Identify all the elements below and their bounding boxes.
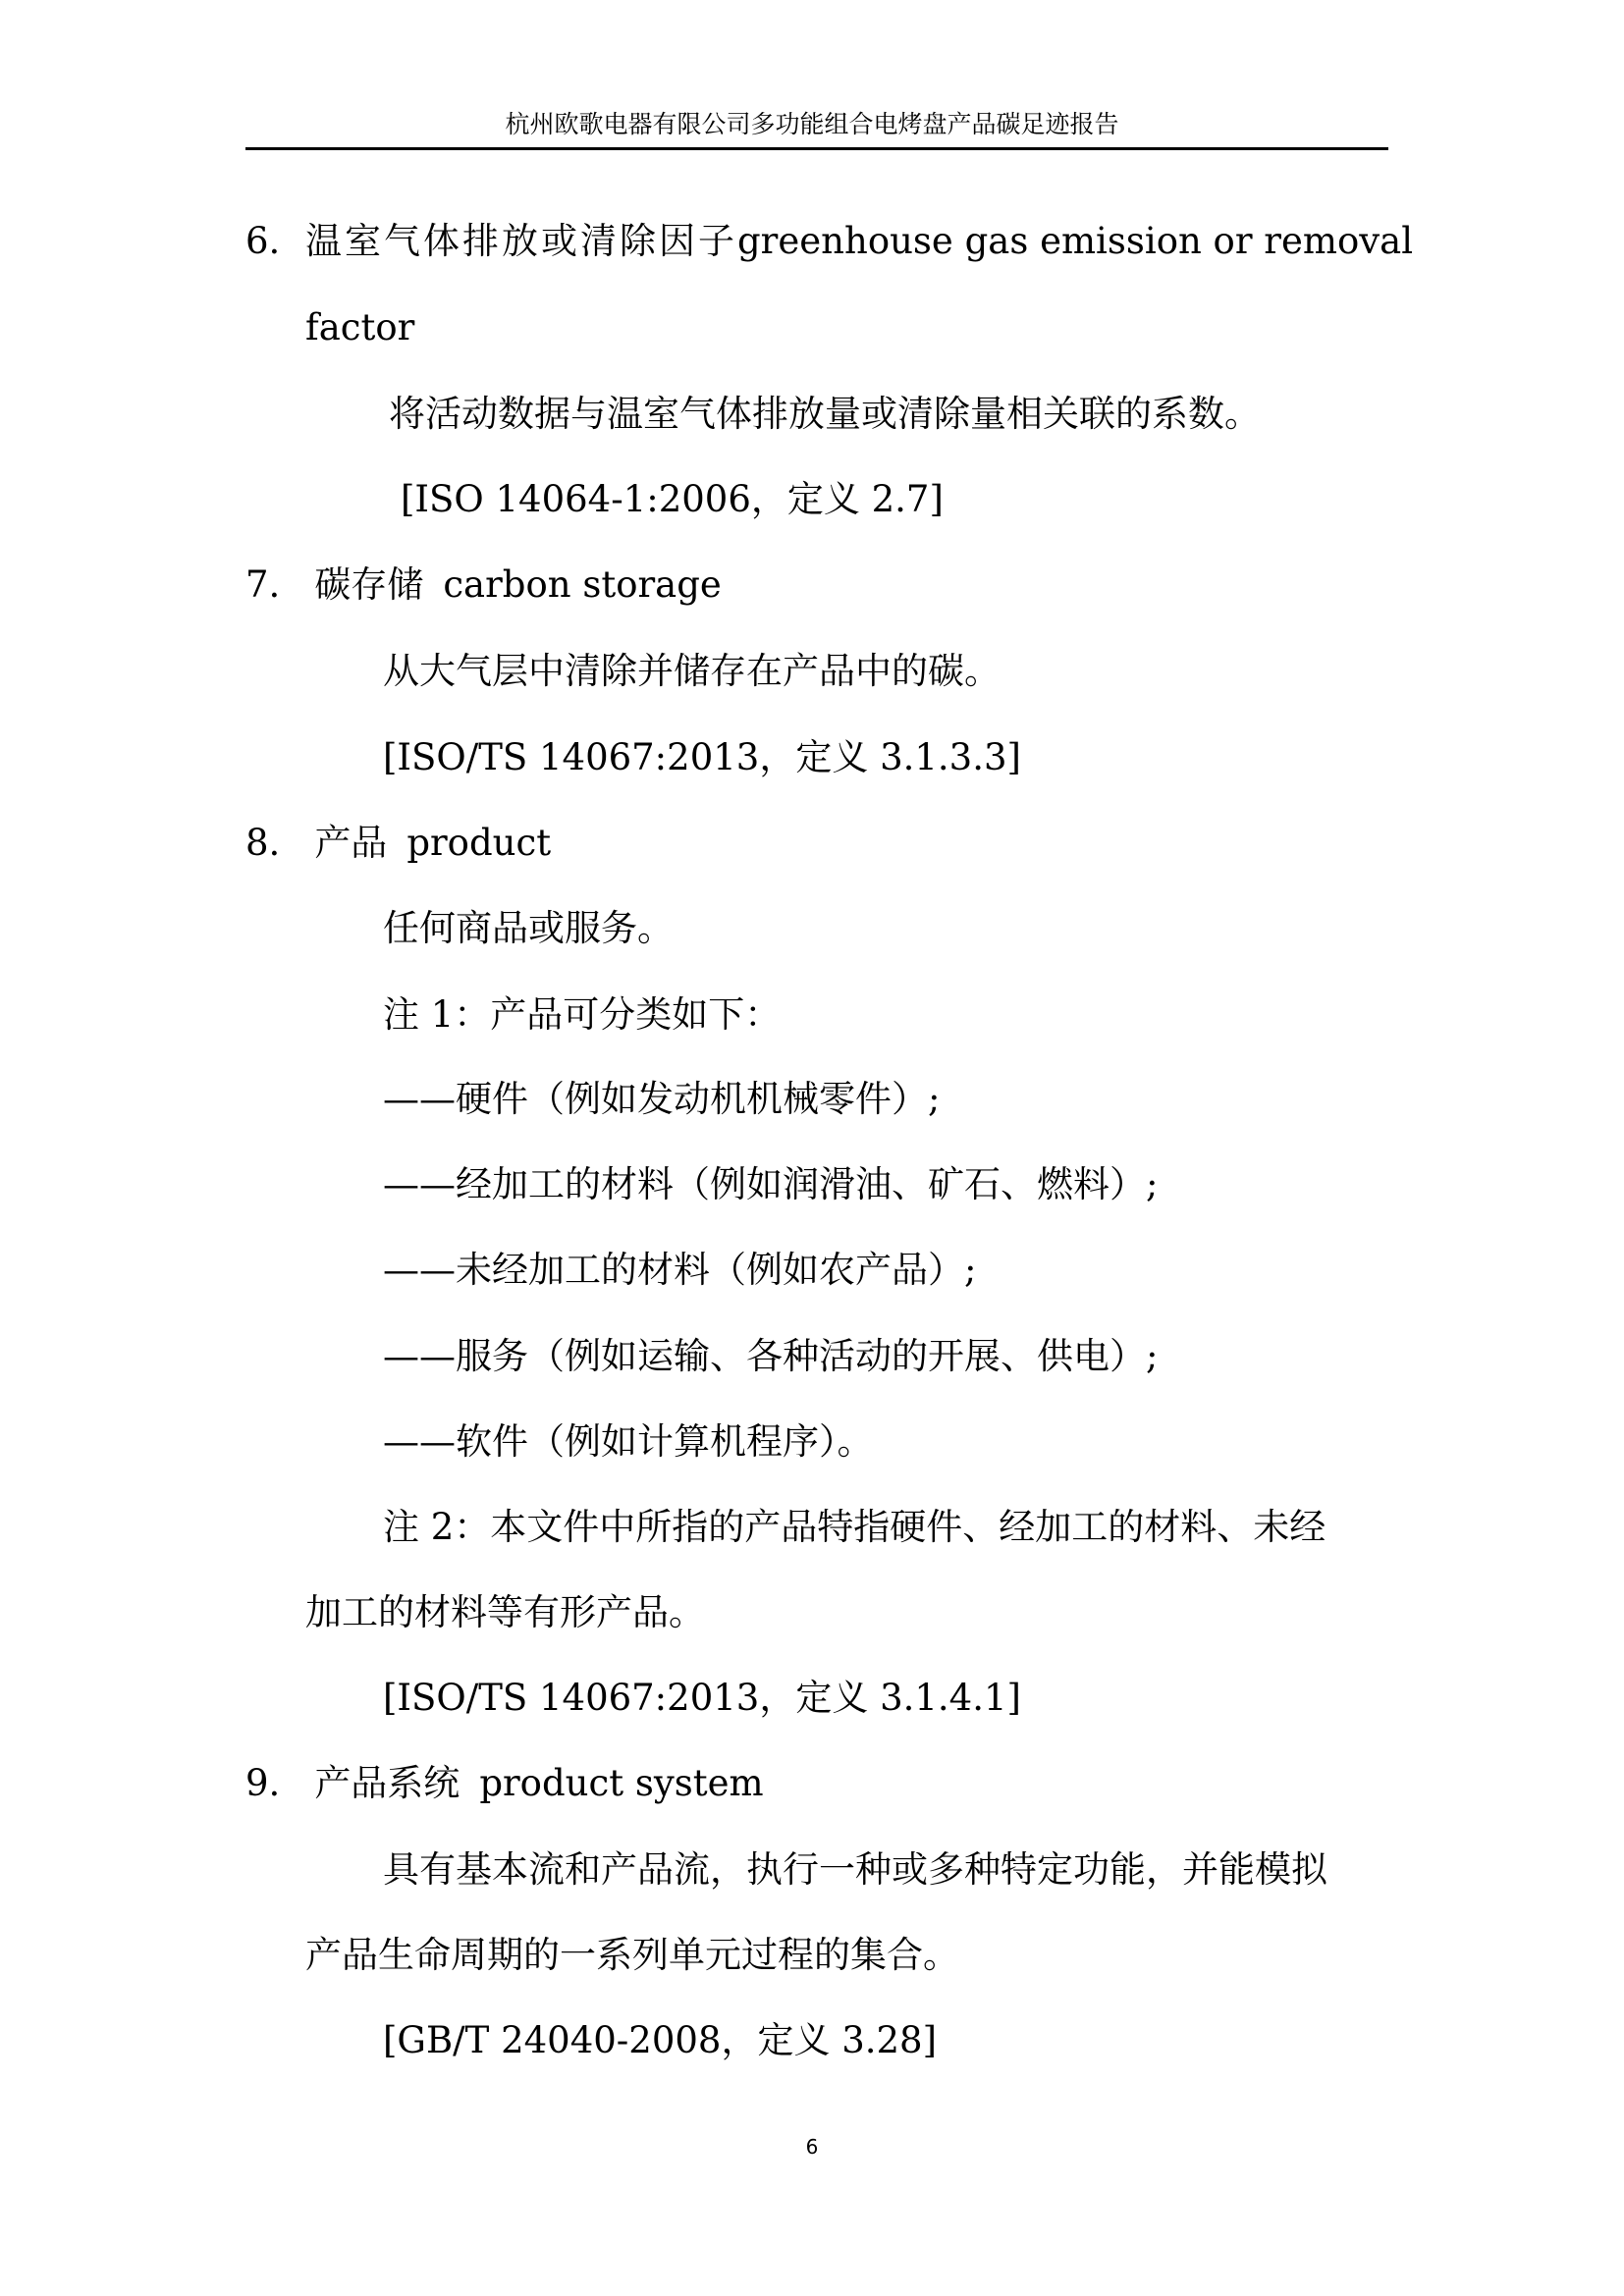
term-7-number: 7. — [245, 563, 281, 606]
term-8-list-item: ——经加工的材料（例如润滑油、矿石、燃料）; — [383, 1163, 1159, 1205]
page-header-title: 杭州欧歌电器有限公司多功能组合电烤盘产品碳足迹报告 — [505, 110, 1119, 138]
term-7-chinese: 碳存储 — [314, 563, 424, 606]
term-9-chinese: 产品系统 — [314, 1762, 460, 1804]
term-8-note2-line2: 加工的材料等有形产品。 — [305, 1591, 705, 1633]
term-6-chinese: 温室气体排放或清除因子 — [305, 220, 737, 262]
term-9-english: product system — [479, 1762, 764, 1804]
term-9-heading — [245, 1760, 764, 1807]
term-8-note1: 注 1：产品可分类如下： — [383, 993, 782, 1036]
term-8-definition: 任何商品或服务。 — [383, 907, 674, 949]
term-8-reference: [ISO/TS 14067:2013，定义 3.1.4.1] — [383, 1677, 1021, 1719]
term-8-heading — [245, 820, 551, 867]
term-8-list-item: ——软件（例如计算机程序）。 — [383, 1420, 874, 1463]
term-8-list-item: ——服务（例如运输、各种活动的开展、供电）; — [383, 1335, 1159, 1377]
term-8-english: product — [406, 822, 552, 864]
term-6-definition: 将活动数据与温室气体排放量或清除量相关联的系数。 — [389, 393, 1261, 435]
term-8-number: 8. — [245, 822, 281, 864]
term-7-heading — [245, 561, 722, 609]
term-6-title-row — [305, 218, 1414, 265]
term-9-definition-line2: 产品生命周期的一系列单元过程的集合。 — [305, 1934, 959, 1976]
term-9-number: 9. — [245, 1762, 281, 1804]
term-8-list-item: ——硬件（例如发动机机械零件）; — [383, 1078, 941, 1120]
term-6-reference: [ISO 14064-1:2006，定义 2.7] — [401, 478, 944, 520]
page-number: 6 — [805, 2135, 819, 2159]
term-7-definition: 从大气层中清除并储存在产品中的碳。 — [383, 650, 1001, 692]
term-8-note2-line1: 注 2：本文件中所指的产品特指硬件、经加工的材料、未经 — [383, 1506, 1326, 1548]
term-6-english-line2: factor — [305, 306, 415, 348]
term-8-chinese: 产品 — [314, 822, 388, 864]
term-6-english-line1: greenhouse gas emission or removal — [737, 220, 1414, 262]
term-9-reference: [GB/T 24040-2008，定义 3.28] — [383, 2019, 938, 2061]
header-divider — [245, 147, 1388, 150]
term-7-reference: [ISO/TS 14067:2013，定义 3.1.3.3] — [383, 736, 1021, 778]
term-8-note2-line1-row — [383, 1504, 1388, 1551]
term-6-number: 6. — [245, 220, 281, 262]
term-7-english: carbon storage — [443, 563, 722, 606]
term-8-list-item: ——未经加工的材料（例如农产品）; — [383, 1249, 977, 1291]
term-9-definition-line1: 具有基本流和产品流，执行一种或多种特定功能，并能模拟 — [383, 1848, 1327, 1891]
term-6-heading — [245, 218, 1414, 265]
